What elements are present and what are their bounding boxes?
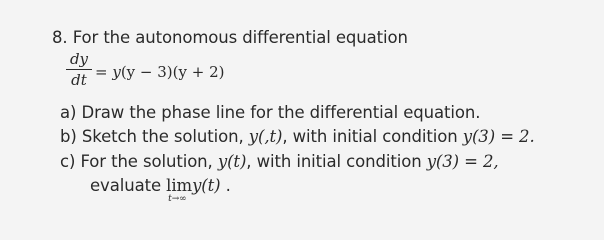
limit-subscript: t→∞ [168,194,187,204]
part-a [60,103,480,122]
part-c-condition: y(3) = 2, [426,152,499,171]
rhs-y: y [112,63,121,81]
fraction-numerator: dy [69,50,89,68]
part-c-evaluate [90,176,231,204]
limit-expression [166,176,193,204]
limit-end-period: . [225,176,231,195]
part-c [60,152,499,171]
heading-text: 8. For the autonomous differential equation [52,28,408,47]
evaluate-text: evaluate [90,176,162,195]
part-b [60,127,535,146]
limit-argument: y(t) [192,176,221,195]
part-b-middle: , with initial condition [282,127,458,146]
part-b-text: b) Sketch the solution, [60,127,244,146]
part-c-text: c) For the solution, [60,152,213,171]
fraction-bar [66,69,92,70]
fraction-denominator: dt [71,71,87,89]
problem-heading [52,28,408,47]
part-c-solution: y(t) [217,152,247,171]
equals-sign: = [95,63,113,81]
part-b-condition: y(3) = 2. [462,127,535,146]
limit-operator: lim [166,176,193,195]
part-a-text: a) Draw the phase line for the differential equation. [60,103,481,122]
ode-fraction [66,50,92,89]
part-b-solution: y(,t) [248,127,283,146]
ode-right-hand-side [95,63,224,81]
rhs-factors: (y − 3)(y + 2) [120,63,225,81]
part-c-middle: , with initial condition [246,152,422,171]
